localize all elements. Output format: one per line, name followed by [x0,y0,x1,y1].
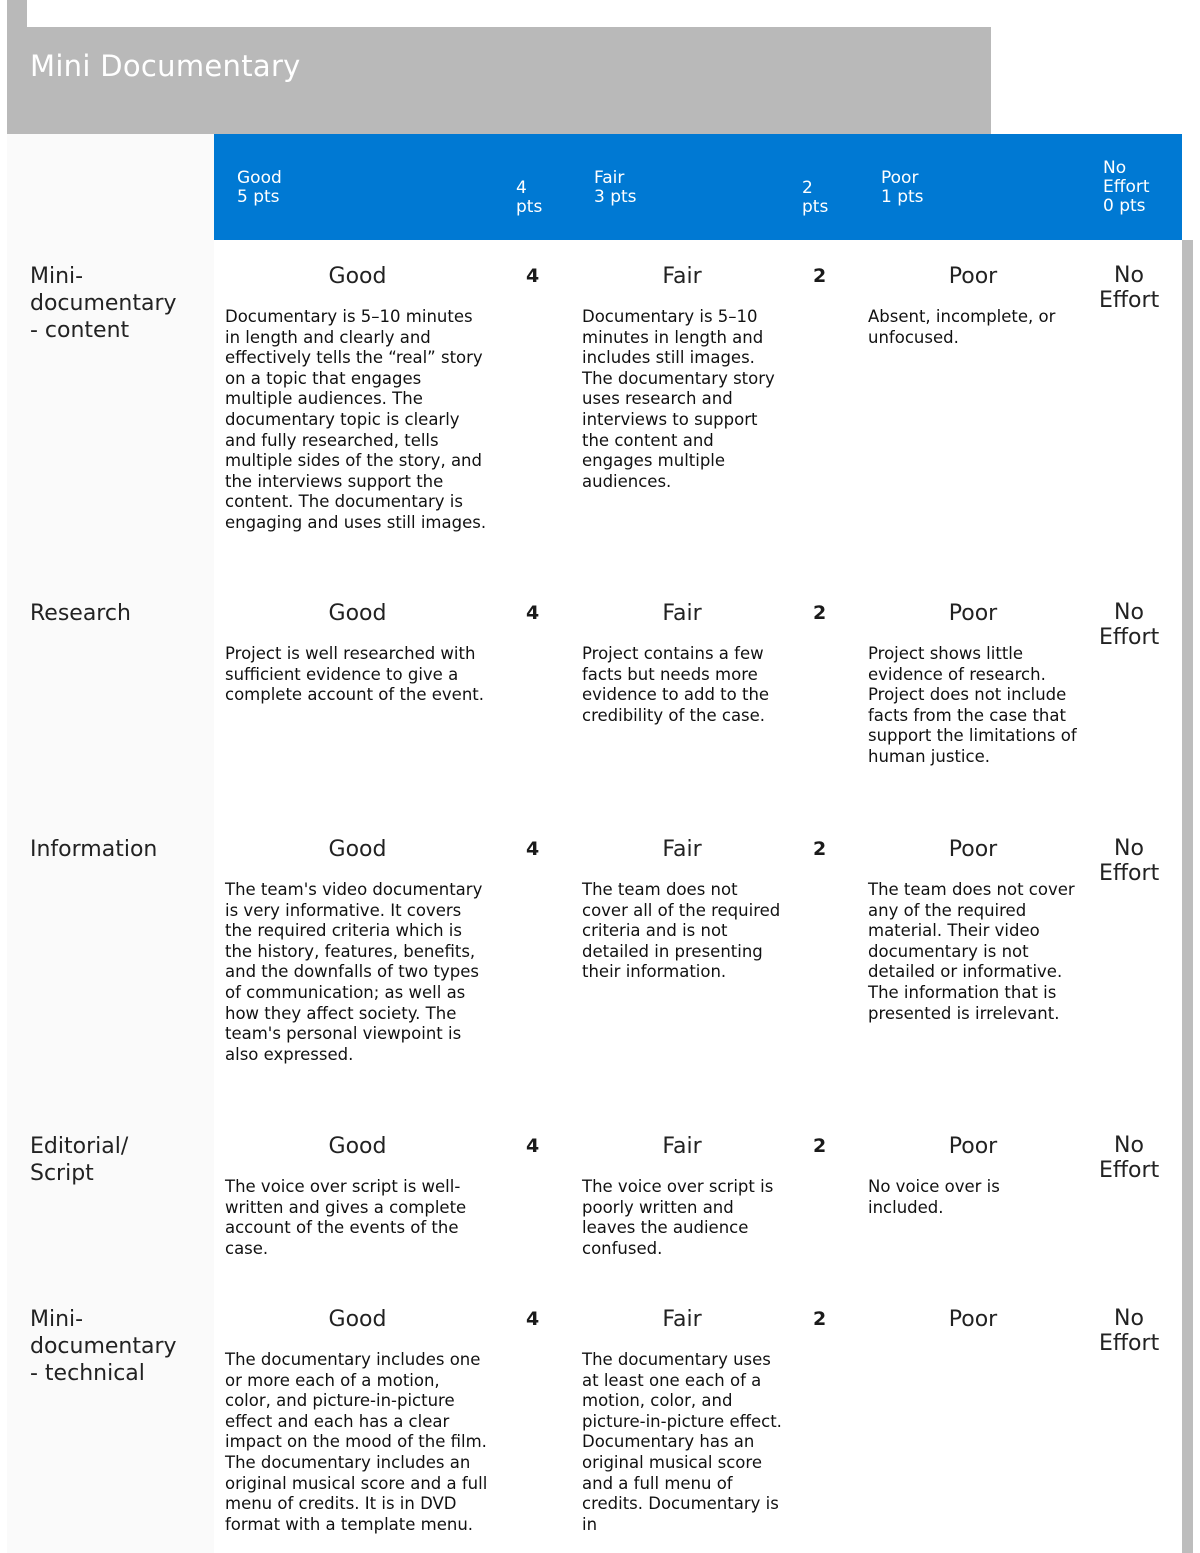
points-2[interactable]: 2 [813,265,827,287]
header-poor-points: 1 pts [881,187,924,207]
header-fair-label: Fair [594,168,625,188]
fair-label: Fair [662,837,702,862]
fair-label: Fair [662,264,702,289]
poor-label: Poor [948,1134,998,1159]
fair-cell[interactable] [582,1306,782,1535]
good-label: Good [328,1134,387,1159]
poor-cell[interactable] [868,1133,1078,1218]
good-cell[interactable] [225,836,490,1065]
rubric-header [214,134,1182,240]
good-cell[interactable] [225,1133,490,1259]
criterion-line: documentary [30,291,177,316]
poor-description: No voice over is included. [868,1177,1000,1217]
no-effort-cell[interactable] [1099,836,1159,886]
criterion-label [30,1133,200,1187]
top-strip-edge [7,0,27,27]
points-2[interactable]: 2 [813,838,827,860]
scrollbar[interactable] [1182,134,1193,1553]
criterion-line: Research [30,601,131,626]
fair-label: Fair [662,1134,702,1159]
no-effort-cell[interactable] [1099,1133,1159,1183]
header-good-label: Good [237,168,282,188]
header-4-unit: pts [516,197,543,217]
criterion-line: Script [30,1161,94,1186]
criterion-label [30,600,200,627]
fair-cell[interactable] [582,836,782,983]
points-4[interactable]: 4 [526,838,540,860]
no-effort-cell[interactable] [1099,600,1159,650]
points-4[interactable]: 4 [526,1308,540,1330]
top-strip [0,0,1200,27]
no-effort-cell[interactable] [1099,263,1159,313]
header-no-effort [1103,159,1150,216]
fair-description: The voice over script is poorly written and leaves the audience confused. [582,1177,774,1258]
no-effort-line: No [1114,263,1144,288]
criterion-line: documentary [30,1334,177,1359]
header-poor [881,169,924,207]
good-description: Documentary is 5–10 minutes in length and clearly and effectively tells the “real” story on a topic that engages multiple audiences. The documentary topic is clearly and fully researched, tells multiple sides of the story, and the interviews support the content. The documentary is engaging and uses still images. [225,307,487,532]
good-cell[interactable] [225,263,490,534]
good-description: Project is well researched with sufficient evidence to give a complete account of the event. [225,644,485,705]
poor-description: Absent, incomplete, or unfocused. [868,307,1056,347]
fair-label: Fair [662,1307,702,1332]
title-bar [7,27,991,134]
scrollbar-top-gap [1182,134,1193,240]
no-effort-line: No [1114,1133,1144,1158]
criterion-line: Mini- [30,264,84,289]
good-description: The voice over script is well-written and gives a complete account of the events of the case. [225,1177,467,1258]
header-no-effort-line2: Effort [1103,177,1150,197]
points-2[interactable]: 2 [813,1308,827,1330]
fair-description: The team does not cover all of the required criteria and is not detailed in presenting their information. [582,880,781,982]
page-title: Mini Documentary [30,49,301,83]
good-label: Good [328,601,387,626]
fair-description: The documentary uses at least one each of a motion, color, and picture-in-picture effect. Documentary has an original musical score and a full menu of credits. Documentary is in [582,1350,782,1534]
header-no-effort-points: 0 pts [1103,196,1146,216]
poor-label: Poor [948,837,998,862]
poor-label: Poor [948,1307,998,1332]
poor-cell[interactable] [868,600,1078,768]
no-effort-line: No [1114,600,1144,625]
points-2[interactable]: 2 [813,1135,827,1157]
header-fair-points: 3 pts [594,187,637,207]
good-description: The team's video documentary is very informative. It covers the required criteria which is the history, features, benefits, and the downfalls of two types of communication; as well as how they affect society. The team's personal viewpoint is also expressed. [225,880,483,1064]
points-2[interactable]: 2 [813,602,827,624]
fair-cell[interactable] [582,263,782,492]
criterion-label [30,836,200,863]
header-2-value: 2 [802,178,813,198]
no-effort-line: Effort [1099,861,1160,886]
criterion-line: Editorial/ [30,1134,129,1159]
good-label: Good [328,837,387,862]
points-4[interactable]: 4 [526,265,540,287]
poor-label: Poor [948,601,998,626]
criterion-line: Information [30,837,158,862]
criterion-line: - technical [30,1361,145,1386]
good-cell[interactable] [225,600,490,706]
header-4-value: 4 [516,178,527,198]
poor-cell[interactable] [868,1306,1078,1350]
header-poor-label: Poor [881,168,919,188]
header-good-points: 5 pts [237,187,280,207]
fair-label: Fair [662,601,702,626]
good-label: Good [328,1307,387,1332]
no-effort-line: Effort [1099,1158,1160,1183]
header-2-pts [802,179,828,217]
fair-cell[interactable] [582,1133,782,1259]
no-effort-cell[interactable] [1099,1306,1159,1356]
poor-description: The team does not cover any of the required material. Their video documentary is not detailed or informative. The information that is presented is irrelevant. [868,880,1075,1023]
fair-description: Documentary is 5–10 minutes in length and includes still images. The documentary story uses research and interviews to support the content and engages multiple audiences. [582,307,775,491]
header-4-pts [516,179,542,217]
criterion-label [30,1306,200,1387]
header-no-effort-line1: No [1103,158,1127,178]
poor-cell[interactable] [868,263,1078,348]
poor-cell[interactable] [868,836,1078,1024]
points-4[interactable]: 4 [526,1135,540,1157]
fair-cell[interactable] [582,600,782,726]
criterion-line: Mini- [30,1307,84,1332]
no-effort-line: No [1114,836,1144,861]
no-effort-line: No [1114,1306,1144,1331]
header-fair [594,169,637,207]
points-4[interactable]: 4 [526,602,540,624]
header-2-unit: pts [802,197,829,217]
criterion-line: - content [30,318,130,343]
fair-description: Project contains a few facts but needs more evidence to add to the credibility of the case. [582,644,770,725]
no-effort-line: Effort [1099,288,1160,313]
poor-label: Poor [948,264,998,289]
good-cell[interactable] [225,1306,490,1535]
no-effort-line: Effort [1099,1331,1160,1356]
poor-description: Project shows little evidence of research. Project does not include facts from the case that support the limitations of human justice. [868,644,1077,766]
criterion-label [30,263,200,344]
no-effort-line: Effort [1099,625,1160,650]
header-good [237,169,282,207]
good-description: The documentary includes one or more each of a motion, color, and picture-in-picture effect and each has a clear impact on the mood of the film. The documentary includes an original musical score and a full menu of credits. It is in DVD format with a template menu. [225,1350,488,1534]
good-label: Good [328,264,387,289]
